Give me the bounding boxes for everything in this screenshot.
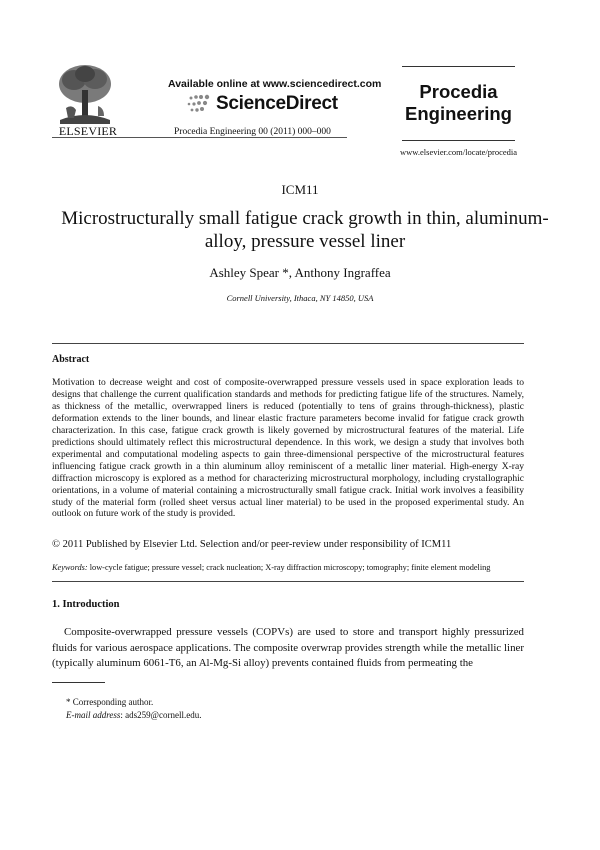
elsevier-tree-icon	[52, 62, 118, 124]
journal-box-top-rule	[402, 66, 515, 67]
sciencedirect-logo-text[interactable]: ScienceDirect	[216, 93, 338, 114]
abstract-top-rule	[52, 343, 524, 344]
abstract-heading: Abstract	[52, 354, 90, 365]
copyright-notice: © 2011 Published by Elsevier Ltd. Selection and/or peer-review under responsibility of ICM11	[52, 539, 452, 550]
available-online-text[interactable]: Available online at www.sciencedirect.com	[168, 78, 382, 90]
journal-name-line2: Engineering	[405, 103, 512, 124]
keywords-bottom-rule	[52, 581, 524, 582]
publisher-name: ELSEVIER	[58, 124, 118, 138]
keywords-list: low-cycle fatigue; pressure vessel; crack nucleation; X-ray diffraction microscopy; tomography; finite element modeling	[89, 563, 491, 572]
journal-url-link[interactable]: www.elsevier.com/locate/procedia	[400, 147, 517, 157]
corresponding-author-note: * Corresponding author.	[66, 697, 154, 707]
journal-name-line1: Procedia	[419, 81, 498, 102]
affiliation: Cornell University, Ithaca, NY 14850, USA	[226, 293, 374, 303]
footnote-rule	[52, 682, 105, 683]
introduction-heading: 1. Introduction	[52, 599, 120, 610]
introduction-paragraph	[52, 625, 524, 672]
header-divider	[52, 137, 347, 138]
journal-name	[402, 81, 515, 125]
email-address[interactable]: : ads259@cornell.edu.	[120, 710, 202, 720]
journal-box-bottom-rule	[402, 140, 515, 141]
article-title: Microstructurally small fatigue crack growth in thin, aluminum-alloy, pressure vessel liner	[61, 208, 549, 252]
keywords-label: Keywords:	[52, 563, 88, 572]
introduction-text: Composite-overwrapped pressure vessels (COPVs) are used to store and transport highly pressurized fluids for various aerospace applications. The composite overwrap provides strength while the metallic liner (typically aluminum 6061-T6, an Al-Mg-Si alloy) prevents contained fluids from permeating the	[52, 626, 524, 669]
conference-name: ICM11	[281, 182, 319, 197]
email-label: E-mail address	[66, 710, 121, 720]
abstract-text: Motivation to decrease weight and cost of composite-overwrapped pressure vessels used in space exploration leads to designs that challenge the current qualification standards and methods for predicting fatigue life of the structures. Namely, as thickness of the metallic, overwrapped liners is reduced (potentially to tens of grains through-thickness), plastic deformation extends to the liner bounds, and linear elastic fracture parameters become invalid for fatigue crack growth characterization. In this case, fatigue crack growth is likely governed by microstructural features of the material. Life predictions should ultimately reflect this microstructural dependence. In this work, we design a study that involves both experimental and computational modeling aspects to gain three-dimensional perspective of the microstructural features influencing fatigue crack growth in a thin aluminum alloy reminiscent of a metallic liner material. High-energy X-ray diffraction microscopy is explored as a method for characterizing microstructural morphology, including crystallographic orientations, in a volume of material containing a microstructurally small fatigue crack. Initial work involves a feasibility study of the material form (rolled sheet versus actual liner material) to be used in the proposed experimental study. An outlook on future work of the study is provided.	[52, 377, 524, 520]
email-note	[66, 710, 201, 720]
authors: Ashley Spear *, Anthony Ingraffea	[209, 265, 391, 280]
keywords-line	[52, 563, 524, 572]
journal-citation: Procedia Engineering 00 (2011) 000–000	[174, 127, 331, 137]
